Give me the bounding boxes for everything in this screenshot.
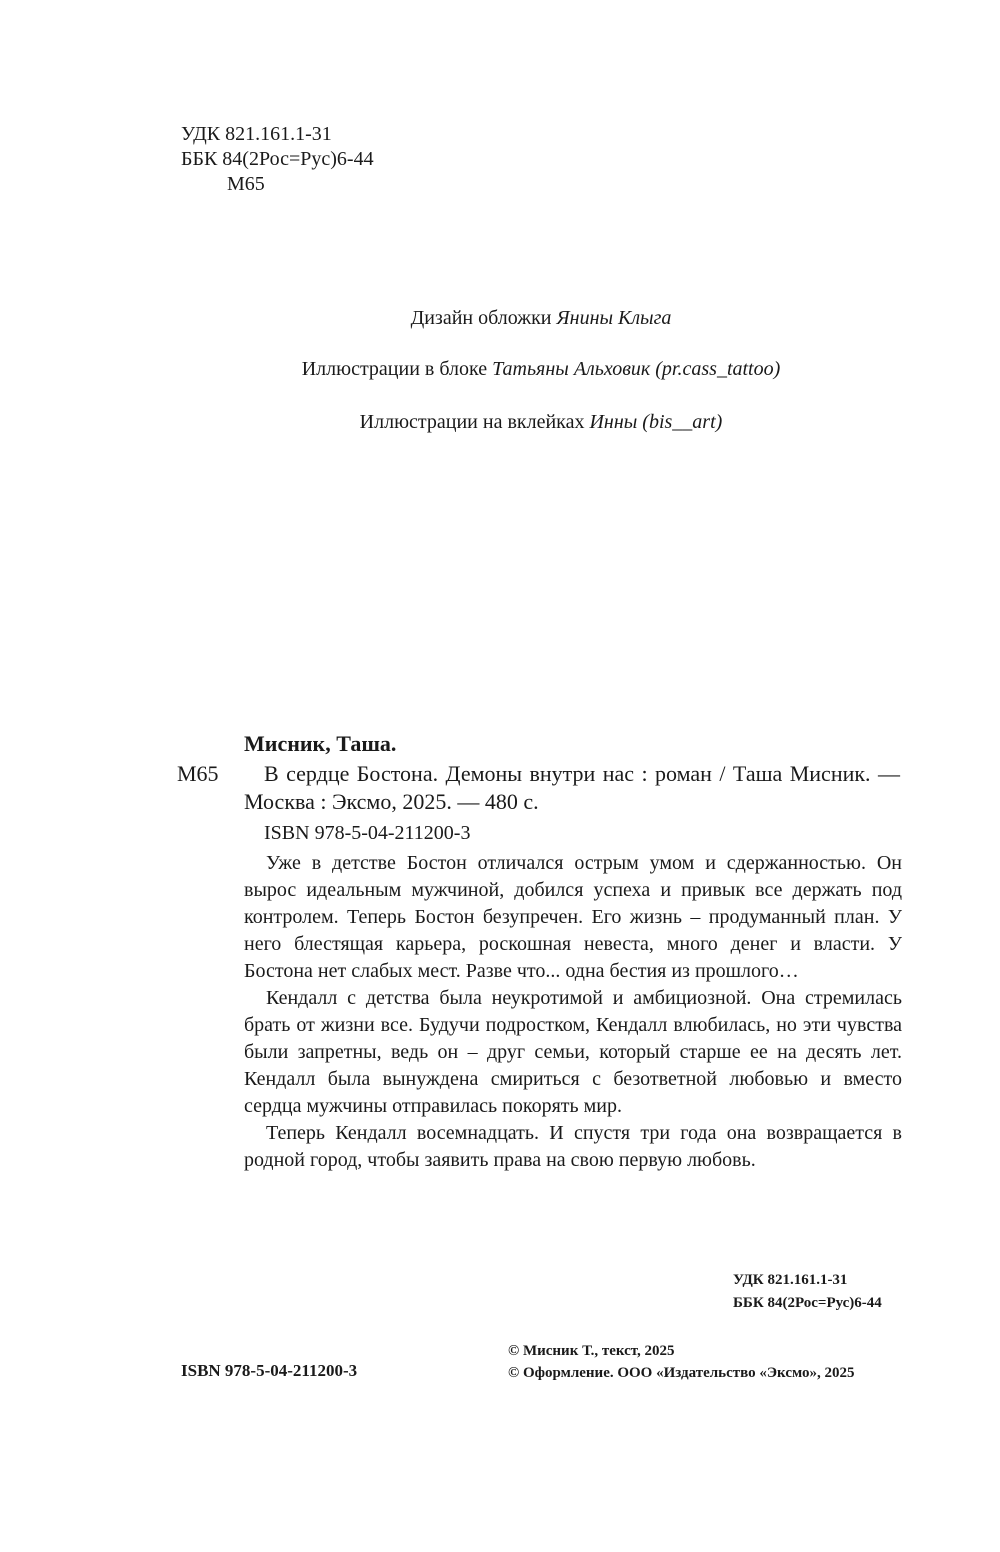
credit-illustrations-inserts	[0, 409, 1000, 435]
footer-udk: УДК 821.161.1-31	[733, 1272, 848, 1288]
credit-label: Иллюстрации на вклейках	[359, 411, 590, 433]
footer-bbk: ББК 84(2Рос=Рус)6-44	[733, 1295, 882, 1311]
classification-codes	[181, 122, 374, 197]
copyright-block	[508, 1340, 855, 1384]
credit-cover-design	[0, 305, 1000, 331]
bibliographic-description: В сердце Бостона. Демоны внутри нас : роман / Таша Мисник. — Москва : Эксмо, 2025. — 480 с.	[244, 761, 900, 814]
credit-name: Янины Клыга	[556, 307, 672, 329]
side-author-mark: М65	[177, 761, 219, 786]
isbn-line: ISBN 978-5-04-211200-3	[264, 822, 471, 844]
bbk-code: ББК 84(2Рос=Рус)6-44	[181, 148, 374, 170]
credit-name: Инны (bis__art)	[589, 411, 723, 433]
copyright-design: © Оформление. ООО «Издательство «Эксмо», 2025	[508, 1365, 855, 1381]
credit-illustrations-block	[0, 356, 1000, 382]
copyright-text: © Мисник Т., текст, 2025	[508, 1343, 675, 1359]
credit-label: Дизайн обложки	[410, 307, 557, 329]
footer-isbn: ISBN 978-5-04-211200-3	[181, 1361, 358, 1380]
annotation-paragraph: Уже в детстве Бостон отличался острым умом и сдержанностью. Он вырос идеальным мужчиной, добился успеха и привык все держать под контролем. Теперь Бостон безупречен. Его жизнь – продуманный план. У него блестящая карьера, роскошная невеста, много денег и власти. У Бостона нет слабых мест. Разве что... одна бестия из прошлого…	[244, 852, 902, 982]
annotation	[244, 850, 902, 1174]
credit-label: Иллюстрации в блоке	[301, 358, 493, 380]
author-mark: М65	[227, 173, 265, 195]
annotation-paragraph: Кендалл с детства была неукротимой и амбициозной. Она стремилась брать от жизни все. Будучи подростком, Кендалл влюбилась, но эти чувства были запретны, ведь он – друг семьи, который старше ее на десять лет. Кендалл была вынуждена смириться с безответной любовью и вместо сердца мужчины отправилась покорять мир.	[244, 987, 902, 1117]
annotation-paragraph: Теперь Кендалл восемнадцать. И спустя три года она возвращается в родной город, чтобы заявить права на свою первую любовь.	[244, 1122, 902, 1171]
credit-name: Татьяны Альховик (pr.cass_tattoo)	[492, 358, 781, 380]
udk-code: УДК 821.161.1-31	[181, 123, 332, 145]
author-heading: Мисник, Таша.	[244, 731, 397, 756]
footer-classification	[733, 1269, 882, 1315]
